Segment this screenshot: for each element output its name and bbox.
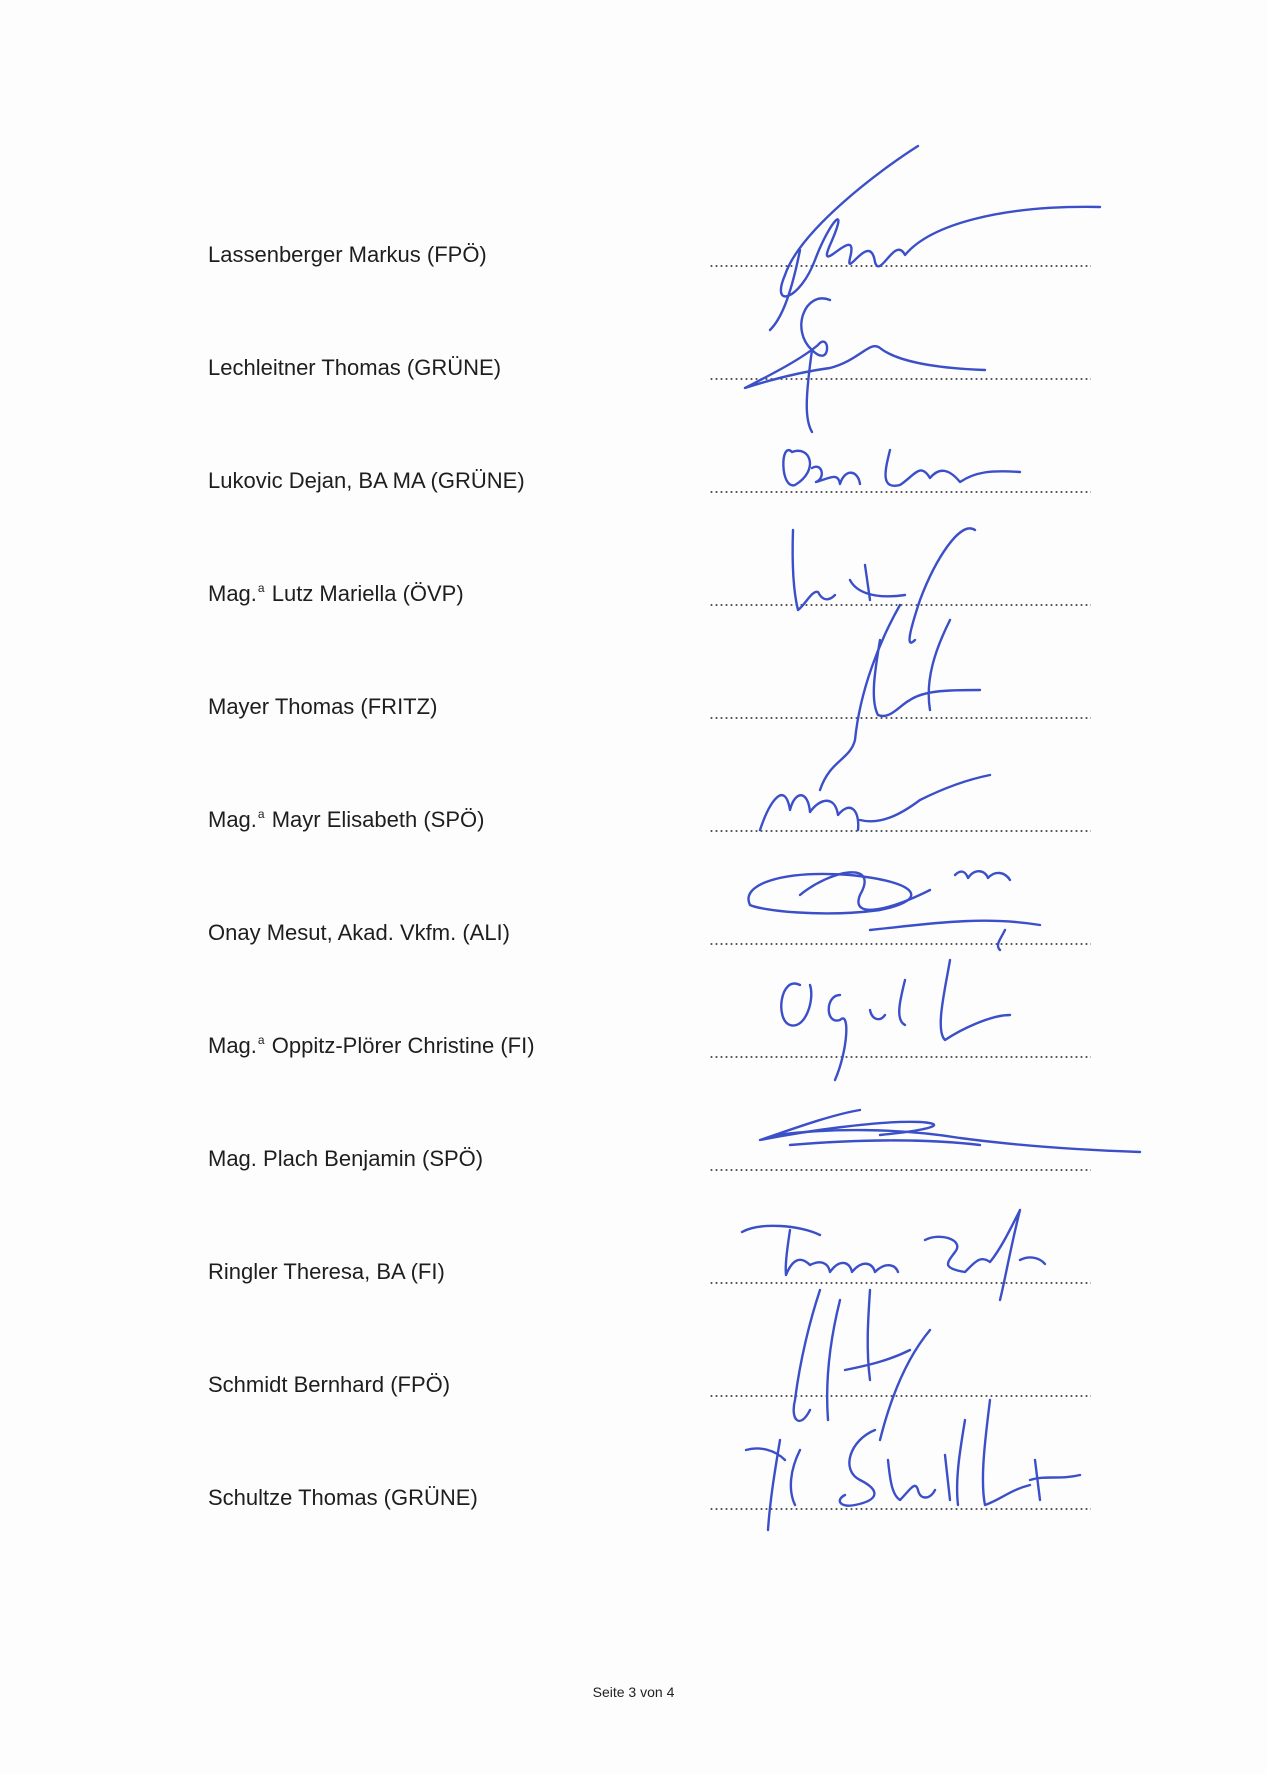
signature-row — [0, 1467, 1267, 1527]
signature-line — [709, 1169, 1091, 1171]
signatory-name: Lechleitner Thomas (GRÜNE) — [208, 355, 502, 380]
signatory-name: Mag.$^a$ Mayr Elisabeth (SPÖ) — [208, 807, 485, 832]
signatory-name: Mag.$^a$ Oppitz-Plörer Christine (FI) — [208, 1033, 535, 1058]
signatory-name: Lassenberger Markus (FPÖ) — [208, 242, 487, 267]
signature-row — [0, 224, 1267, 284]
signature-line — [709, 830, 1091, 832]
signatory-name: Lukovic Dejan, BA MA (GRÜNE) — [208, 468, 525, 493]
signatory-name: Schultze Thomas (GRÜNE) — [208, 1485, 478, 1510]
signatory-name: Onay Mesut, Akad. Vkfm. (ALI) — [208, 920, 510, 945]
signatory-name: Mag.$^a$ Lutz Mariella (ÖVP) — [208, 581, 464, 606]
signatory-name: Mayer Thomas (FRITZ) — [208, 694, 438, 719]
signature-row — [0, 337, 1267, 397]
signature-line — [709, 943, 1091, 945]
signature-line — [709, 378, 1091, 380]
signature-line — [709, 604, 1091, 606]
signature-row — [0, 1241, 1267, 1301]
page-number: Seite 3 von 4 — [592, 1684, 675, 1700]
signature-line — [709, 1056, 1091, 1058]
signature-line — [709, 1395, 1091, 1397]
signature-row — [0, 902, 1267, 962]
signature-row — [0, 1128, 1267, 1188]
signature-line — [709, 1508, 1091, 1510]
signature-row — [0, 1015, 1267, 1075]
signatory-name: Mag. Plach Benjamin (SPÖ) — [208, 1146, 484, 1171]
signature-line — [709, 491, 1091, 493]
signature-row — [0, 450, 1267, 510]
signature-line — [709, 1282, 1091, 1284]
signature-row — [0, 676, 1267, 736]
signature-row — [0, 1354, 1267, 1414]
signature-row — [0, 789, 1267, 849]
signature-line — [709, 265, 1091, 267]
signature-row — [0, 563, 1267, 623]
signature-line — [709, 717, 1091, 719]
signatory-name: Ringler Theresa, BA (FI) — [208, 1259, 445, 1284]
signatory-name: Schmidt Bernhard (FPÖ) — [208, 1372, 451, 1397]
